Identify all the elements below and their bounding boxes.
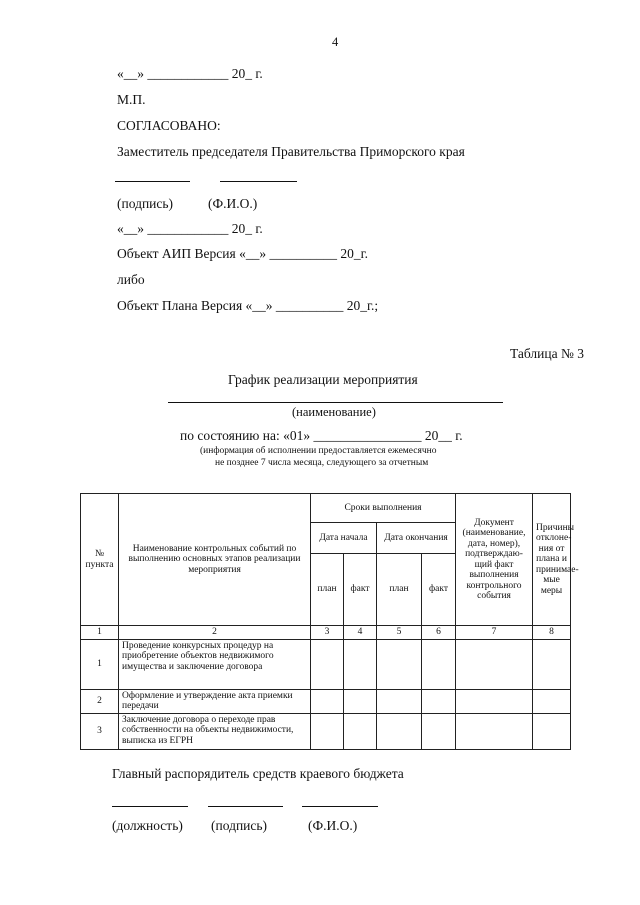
- col-number: 5: [377, 626, 422, 640]
- row-event-name: Проведение конкурсных процедур на приобретение объектов недвижимого имущества и заключение договора: [119, 639, 311, 689]
- agreed-heading: СОГЛАСОВАНО:: [117, 118, 221, 133]
- cell-document: [456, 639, 533, 689]
- cell-start-fact: [344, 689, 377, 713]
- cell-end-plan: [377, 713, 422, 749]
- name-caption: (наименование): [292, 405, 376, 419]
- table-row: [81, 689, 571, 713]
- header-end-date: Дата окончания: [377, 523, 456, 554]
- table-row: [81, 713, 571, 749]
- chief-distributor: Главный распорядитель средств краевого бюджета: [112, 766, 404, 781]
- fio-line: [220, 181, 297, 182]
- col-number: 6: [422, 626, 456, 640]
- cell-start-plan: [311, 689, 344, 713]
- col-number: 2: [119, 626, 311, 640]
- signature-caption: (подпись): [117, 196, 174, 211]
- fio-caption-bottom: (Ф.И.О.): [308, 818, 358, 833]
- header-start-date: Дата начала: [311, 523, 377, 554]
- signature-line-bottom: [208, 806, 283, 807]
- schedule-table: [80, 493, 579, 750]
- header-number: № пункта: [81, 494, 119, 626]
- stamp-label: М.П.: [117, 92, 146, 107]
- deputy-title: Заместитель председателя Правительства Приморского края: [117, 144, 465, 159]
- date-line-top: «__» ____________ 20_ г.: [117, 66, 263, 81]
- info-note-2: не позднее 7 числа месяца, следующего за отчетным: [215, 458, 429, 468]
- cell-reasons: [533, 639, 571, 689]
- col-number: 4: [344, 626, 377, 640]
- position-line: [112, 806, 188, 807]
- name-line: [168, 402, 503, 403]
- col-number: 7: [456, 626, 533, 640]
- cell-end-plan: [377, 639, 422, 689]
- row-number: 3: [81, 713, 119, 749]
- cell-reasons: [533, 689, 571, 713]
- signature-line: [115, 181, 190, 182]
- date-line-agreed: «__» ____________ 20_ г.: [117, 221, 263, 236]
- signature-caption-bottom: (подпись): [211, 818, 268, 833]
- position-caption: (должность): [112, 818, 183, 833]
- cell-reasons: [533, 713, 571, 749]
- row-number: 2: [81, 689, 119, 713]
- cell-start-plan: [311, 713, 344, 749]
- cell-start-fact: [344, 713, 377, 749]
- table-row: [81, 639, 571, 689]
- cell-end-fact: [422, 713, 456, 749]
- fio-line-bottom: [302, 806, 378, 807]
- cell-end-fact: [422, 639, 456, 689]
- col-number: 1: [81, 626, 119, 640]
- schedule-title: График реализации мероприятия: [228, 372, 418, 387]
- row-event-name: Оформление и утверждение акта приемки передачи: [119, 689, 311, 713]
- header-event-name: Наименование контрольных событий по выполнению основных этапов реализации мероприятия: [119, 494, 311, 626]
- col-number: 8: [533, 626, 571, 640]
- fio-caption: (Ф.И.О.): [208, 196, 258, 211]
- cell-end-plan: [377, 689, 422, 713]
- cell-start-fact: [344, 639, 377, 689]
- cell-end-fact: [422, 689, 456, 713]
- cell-document: [456, 689, 533, 713]
- row-event-name: Заключение договора о переходе прав собственности на объекты недвижимости, выписка из ЕГРН: [119, 713, 311, 749]
- page-number: 4: [332, 35, 339, 49]
- info-note-1: (информация об исполнении предоставляется ежемесячно: [200, 446, 437, 456]
- aip-version-line: Объект АИП Версия «__» __________ 20_г.: [117, 246, 368, 261]
- as-of-line: по состоянию на: «01» ________________ 20__ г.: [180, 428, 463, 443]
- cell-start-plan: [311, 639, 344, 689]
- header-reasons: Причины отклоне-ния от плана и принимае-мые меры: [533, 494, 571, 626]
- header-terms: Сроки выполнения: [311, 494, 456, 523]
- header-start-fact: факт: [344, 554, 377, 626]
- col-number: 3: [311, 626, 344, 640]
- plan-version-line: Объект Плана Версия «__» __________ 20_г.;: [117, 298, 379, 313]
- cell-document: [456, 713, 533, 749]
- header-end-fact: факт: [422, 554, 456, 626]
- table-number: Таблица № 3: [510, 346, 584, 361]
- header-end-plan: план: [377, 554, 422, 626]
- header-start-plan: план: [311, 554, 344, 626]
- or-word: либо: [117, 272, 145, 287]
- row-number: 1: [81, 639, 119, 689]
- header-document: Документ (наименование, дата, номер), подтверждаю-щий факт выполнения контрольного события: [456, 494, 533, 626]
